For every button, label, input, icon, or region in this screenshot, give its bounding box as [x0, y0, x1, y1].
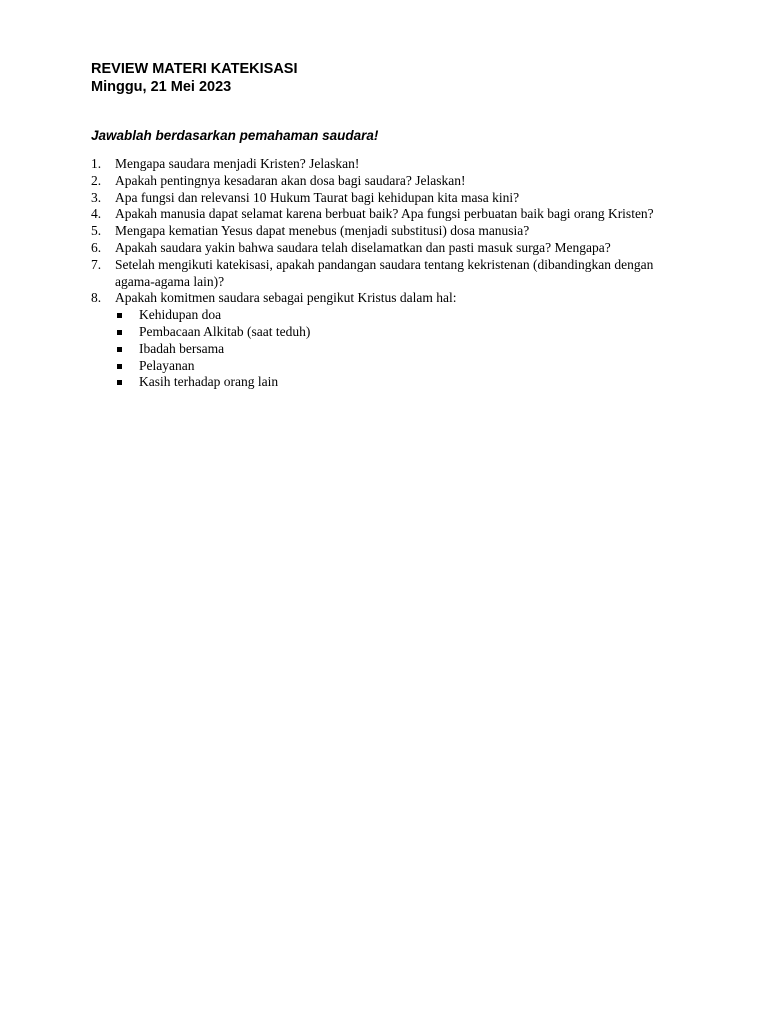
square-bullet-icon	[115, 374, 139, 391]
bullet-item	[115, 358, 691, 375]
question-number: 4.	[91, 206, 102, 222]
question-item	[91, 206, 691, 223]
question-item	[91, 156, 691, 173]
document-title: REVIEW MATERI KATEKISASI	[91, 61, 298, 77]
question-number: 5.	[91, 223, 102, 239]
document-header	[91, 60, 298, 96]
question-number: 8.	[91, 290, 102, 306]
bullet-item	[115, 307, 691, 324]
bullet-item	[115, 374, 691, 391]
bullet-text: Kasih terhadap orang lain	[139, 374, 279, 390]
question-number: 3.	[91, 189, 102, 205]
question-item	[91, 257, 691, 291]
question-number: 2.	[91, 172, 102, 188]
question-item	[91, 190, 691, 207]
question-item	[91, 173, 691, 190]
question-text: Apa fungsi dan relevansi 10 Hukum Taurat bagi kehidupan kita masa kini?	[115, 189, 520, 205]
bullet-text: Ibadah bersama	[139, 340, 225, 356]
commitment-bullet-list	[115, 307, 691, 391]
document-date: Minggu, 21 Mei 2023	[91, 79, 232, 95]
question-text: Mengapa kematian Yesus dapat menebus (menjadi substitusi) dosa manusia?	[115, 223, 530, 239]
square-bullet-icon	[115, 324, 139, 341]
question-item	[91, 240, 691, 257]
question-text: Setelah mengikuti katekisasi, apakah pandangan saudara tentang kekristenan (dibandingkan dengan agama-agama lain)?	[115, 256, 654, 289]
bullet-text: Pembacaan Alkitab (saat teduh)	[139, 323, 311, 339]
instruction-text: Jawablah berdasarkan pemahaman saudara!	[91, 128, 379, 143]
question-text: Apakah pentingnya kesadaran akan dosa bagi saudara? Jelaskan!	[115, 172, 466, 188]
question-list	[91, 156, 691, 391]
bullet-item	[115, 341, 691, 358]
square-bullet-icon	[115, 307, 139, 324]
question-text: Mengapa saudara menjadi Kristen? Jelaskan!	[115, 156, 360, 171]
question-number: 6.	[91, 239, 102, 255]
question-number: 7.	[91, 256, 102, 272]
bullet-text: Kehidupan doa	[139, 307, 222, 323]
square-bullet-icon	[115, 341, 139, 358]
square-bullet-icon	[115, 358, 139, 375]
question-text: Apakah manusia dapat selamat karena berbuat baik? Apa fungsi perbuatan baik bagi orang Kristen?	[115, 206, 654, 222]
bullet-item	[115, 324, 691, 341]
question-item	[91, 290, 691, 307]
question-number: 1.	[91, 156, 102, 171]
bullet-text: Pelayanan	[139, 357, 195, 373]
question-text: Apakah komitmen saudara sebagai pengikut Kristus dalam hal:	[115, 290, 457, 306]
question-text: Apakah saudara yakin bahwa saudara telah diselamatkan dan pasti masuk surga? Mengapa?	[115, 239, 611, 255]
question-item	[91, 223, 691, 240]
